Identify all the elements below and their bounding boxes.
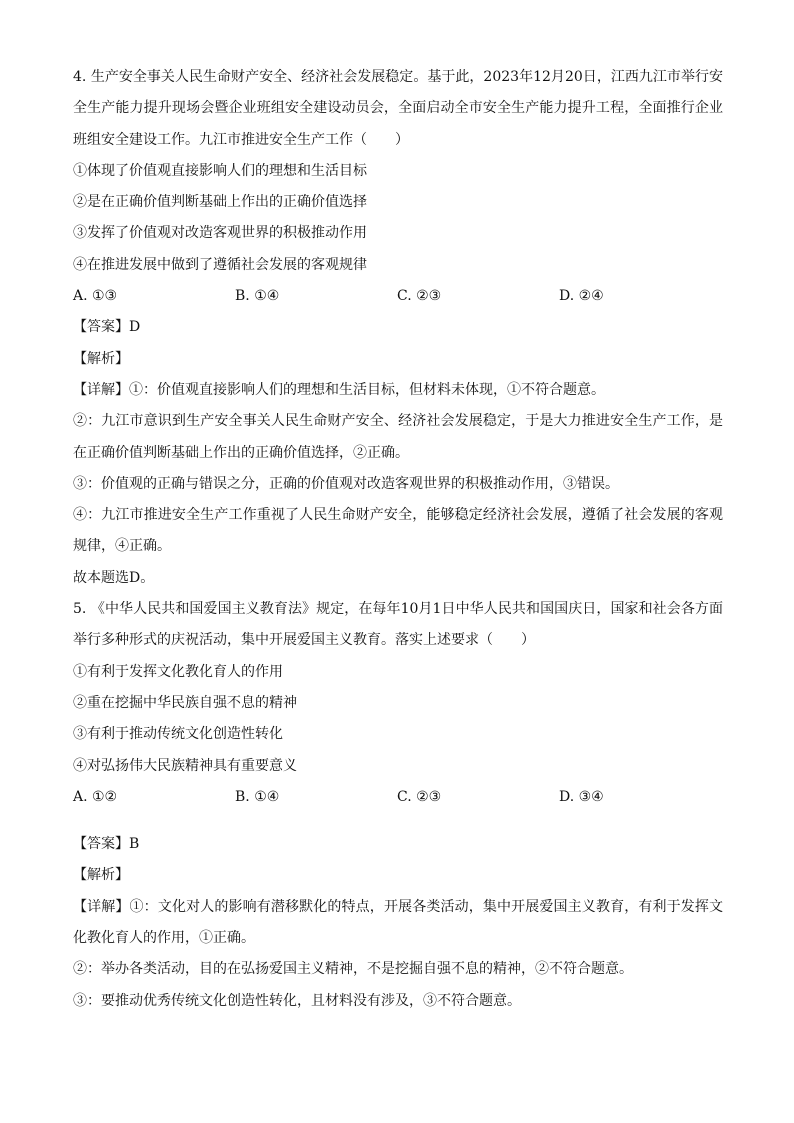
q5-analysis-label: 【解析】 [73, 867, 129, 884]
q4-options [73, 281, 723, 312]
q4-detail-2: ②：九江市意识到生产安全事关人民生命财产安全、经济社会发展稳定，于是大力推进安全生产工作，是在正确价值判断基础上作出的正确价值选择，②正确。 [73, 413, 723, 461]
q4-statement-3: ③发挥了价值观对改造客观世界的积极推动作用 [73, 225, 367, 242]
q5-option-c: C. ②③ [397, 788, 442, 805]
q5-option-a: A. ①② [73, 788, 118, 805]
q4-detail-1-text: ①：价值观直接影响人们的理想和生活目标，但材料未体现，①不符合题意。 [129, 381, 605, 398]
q4-detail-label: 【详解】 [73, 381, 129, 398]
q5-answer [73, 829, 723, 860]
spacer [73, 813, 723, 829]
q5-detail-2: ②：举办各类活动，目的在弘扬爱国主义精神，不是挖掘自强不息的精神，②不符合题意。 [73, 961, 633, 978]
q4-detail-3: ③：价值观的正确与错误之分，正确的价值观对改造客观世界的积极推动作用，③错误。 [73, 475, 619, 492]
q4-option-a: A. ①③ [73, 288, 118, 305]
q5-statement-3: ③有利于推动传统文化创造性转化 [73, 726, 283, 743]
q5-statement-2: ②重在挖掘中华民族自强不息的精神 [73, 694, 297, 711]
q4-option-c: C. ②③ [397, 288, 442, 305]
question-4-stem: 4. 生产安全事关人民生命财产安全、经济社会发展稳定。基于此，2023年12月20日，江西九江市举行安全生产能力提升现场会暨企业班组安全建设动员会，全面启动全市安全生产能力提升工程，全面推行企业班组安全建设工作。九江市推进安全生产工作（ ） [73, 69, 723, 148]
q5-option-d: D. ③④ [559, 788, 604, 805]
q5-answer-label: 【答案】 [73, 836, 129, 853]
q5-statement-1: ①有利于发挥文化教化育人的作用 [73, 663, 283, 680]
q4-statement-4: ④在推进发展中做到了遵循社会发展的客观规律 [73, 256, 367, 273]
q4-statement-1: ①体现了价值观直接影响人们的理想和生活目标 [73, 162, 367, 179]
q5-answer-value: B [129, 836, 140, 853]
q4-answer-value: D [129, 319, 141, 336]
q5-options [73, 782, 723, 813]
q4-option-d: D. ②④ [559, 288, 604, 305]
q4-conclusion: 故本题选D。 [73, 569, 155, 586]
q4-answer [73, 312, 723, 343]
q4-option-b: B. ①④ [235, 288, 280, 305]
q5-detail-3: ③：要推动优秀传统文化创造性转化，且材料没有涉及，③不符合题意。 [73, 992, 521, 1009]
q5-statement-4: ④对弘扬伟大民族精神具有重要意义 [73, 757, 297, 774]
q4-detail-1 [73, 375, 723, 406]
q4-detail-4: ④：九江市推进安全生产工作重视了人民生命财产安全，能够稳定经济社会发展，遵循了社会发展的客观规律，④正确。 [73, 507, 723, 555]
question-5-stem: 5. 《中华人民共和国爱国主义教育法》规定，在每年10月1日中华人民共和国国庆日，国家和社会各方面举行多种形式的庆祝活动，集中开展爱国主义教育。落实上述要求（ ） [73, 601, 723, 649]
q4-analysis-label: 【解析】 [73, 350, 129, 367]
q4-statement-2: ②是在正确价值判断基础上作出的正确价值选择 [73, 194, 367, 211]
q5-detail-1 [73, 892, 723, 955]
q5-detail-label: 【详解】 [73, 898, 130, 915]
document-page [73, 62, 723, 1017]
q4-answer-label: 【答案】 [73, 319, 129, 336]
q5-detail-1-text: ①：文化对人的影响有潜移默化的特点，开展各类活动，集中开展爱国主义教育，有利于发挥文化教化育人的作用，①正确。 [73, 898, 724, 947]
q5-option-b: B. ①④ [235, 788, 280, 805]
